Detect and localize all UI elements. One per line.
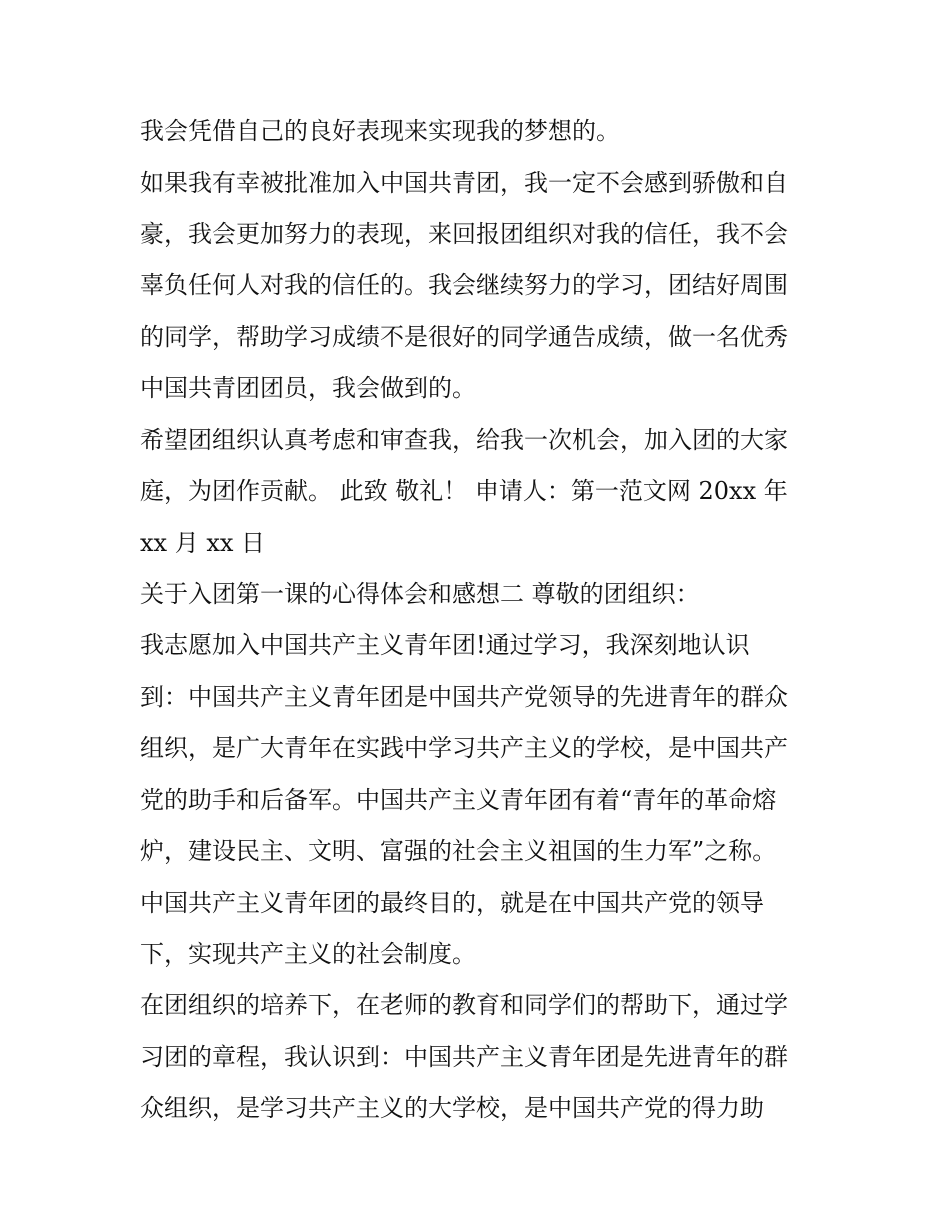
text-line: 如果我有幸被批准加入中国共青团，我一定不会感到骄傲和自 <box>140 169 788 197</box>
text-line: 豪，我会更加努力的表现，来回报团组织对我的信任，我不会 <box>140 220 788 248</box>
text-line: 我志愿加入中国共产主义青年团!通过学习，我深刻地认识 <box>140 631 750 659</box>
text-line: 关于入团第一课的心得体会和感想二 尊敬的团组织： <box>140 580 700 608</box>
text-line: xx 月 xx 日 <box>140 529 266 557</box>
text-line: 习团的章程，我认识到：中国共产主义青年团是先进青年的群 <box>140 1043 788 1071</box>
text-line: 在团组织的培养下，在老师的教育和同学们的帮助下，通过学 <box>140 991 788 1019</box>
text-line: 众组织，是学习共产主义的大学校，是中国共产党的得力助 <box>140 1094 764 1122</box>
text-line: 庭，为团作贡献。 此致 敬礼！ 申请人：第一范文网 20xx 年 <box>140 477 788 505</box>
text-line: 中国共青团团员，我会做到的。 <box>140 374 476 402</box>
text-line: 到：中国共产主义青年团是中国共产党领导的先进青年的群众 <box>140 683 788 711</box>
text-line: 组织，是广大青年在实践中学习共产主义的学校，是中国共产 <box>140 734 788 762</box>
text-line: 的同学，帮助学习成绩不是很好的同学通告成绩，做一名优秀 <box>140 323 788 351</box>
text-line: 下，实现共产主义的社会制度。 <box>140 940 476 968</box>
text-line: 我会凭借自己的良好表现来实现我的梦想的。 <box>140 117 620 145</box>
text-line: 希望团组织认真考虑和审查我，给我一次机会，加入团的大家 <box>140 426 788 454</box>
text-line: 辜负任何人对我的信任的。我会继续努力的学习，团结好周围 <box>140 271 788 299</box>
text-line: 党的助手和后备军。中国共产主义青年团有着“青年的革命熔 <box>140 786 777 814</box>
text-line: 炉，建设民主、文明、富强的社会主义祖国的生力军”之称。 <box>140 837 777 865</box>
text-line: 中国共产主义青年团的最终目的，就是在中国共产党的领导 <box>140 889 764 917</box>
